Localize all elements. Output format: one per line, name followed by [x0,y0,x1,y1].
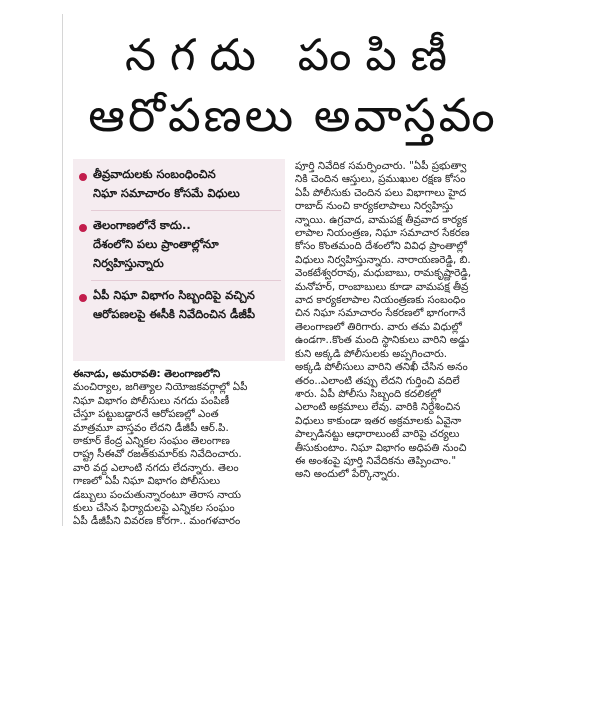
article-line: పూర్తి నివేదిక సమర్పించారు. "ఏపీ ప్రభుత్వా [295,160,467,172]
article-line: కులు చేసిన ఫిర్యాదులపై ఎన్నికల సంఘం [73,502,235,515]
article-line: న్నాయి. ఉగ్రవాద, వామపక్ష తీవ్రవాద కార్యక [295,213,468,226]
headline-line-1: నగదు పంపిణీ [124,30,462,81]
article-line: విధులు కాకుండా ఇతర అక్రమాలకు ఏవైనా [295,414,462,427]
article-line: శారు. ఏపీ పోలీసు సిబ్బంది కదలికల్లో [295,387,441,400]
article-left-column [73,368,289,529]
article-line: చేస్తూ పట్టుబడ్డారనే ఆరోపణల్లో ఎంత [73,408,219,421]
highlight-item [77,165,281,203]
article-line: కోసం కొంతమంది దేశంలోని వివిధ ప్రాంతాల్లో [295,240,467,253]
article-line: మాత్రమూ వాస్తవం లేదని డీజీపీ ఆర్.పి. [73,421,229,434]
article-line: ఏపీ పోలీసుకు చెందిన పలు విభాగాలు హైద [295,186,467,199]
bullet-icon [79,294,87,302]
article-line: అని అందులో పేర్కొన్నారు. [295,468,400,481]
article-line: ఉండగా..కొంత మంది స్థానికులు వారిని అడ్డు [295,334,470,347]
highlight-line: నిర్వహిస్తున్నారు [93,256,164,270]
article-line: నికి చెందిన ఆస్తులు, ప్రముఖుల రక్షణ కోసం [295,173,466,186]
article-line: నిఘా విభాగం పోలీసులు నగదు పంపిణీ [73,394,230,407]
article-line: రాష్ట్ర సీఈవో రజత్‌కుమార్‌కు నివేదించారు. [73,448,242,461]
highlight-divider [91,210,281,211]
highlight-line: తీవ్రవాదులకు సంబంధించిన [93,167,216,181]
highlight-text [93,165,240,203]
article-line: మంచిర్యాల, జగిత్యాల నియోజకవర్గాల్లో ఏపీ [73,381,248,394]
article-line: రాబాద్ నుంచి కార్యకలాపాలు నిర్వహిస్తు [295,200,453,213]
article-dateline-line: ఈనాడు, అమరావతి: తెలంగాణలోని [73,368,221,380]
article-line: ఏపీ డీజీపీని వివరణ కోరగా.. మంగళవారం [73,515,241,528]
highlight-text [93,216,219,273]
article-line: ఠాకూర్ కేంద్ర ఎన్నికల సంఘం తెలంగాణ [73,435,230,448]
article-line: గాణలో ఏపీ నిఘా విభాగం పోలీసులు [73,475,221,488]
highlights-box [73,159,285,361]
article-line: చిన నిఘా సమాచారం సేకరణలో భాగంగానే [295,307,466,320]
highlight-divider [91,280,281,281]
article-line: తరం..ఎలాంటి తప్పు లేదని గుర్తించి వదిలే [295,374,460,387]
highlight-line: తెలంగాణలోనే కాదు.. [93,218,191,232]
article-line: తెలంగాణలో తిరిగారు. వారు తమ విధుల్లో [295,320,462,333]
article-line: వాద కార్యకలాపాల నియంత్రణకు సంబంధిం [295,294,466,307]
highlight-line: ఏపీ నిఘా విభాగం సిబ్బందిపై వచ్చిన [93,288,255,302]
highlight-item [77,286,281,324]
highlight-item [77,216,281,273]
article-line: పాల్పడినట్టు ఆధారాలుంటే వారిపై చర్యలు [295,428,460,441]
newspaper-clipping [62,14,519,526]
article-line: అక్కడి పోలీసులు వారిని తనిఖీ చేసిన అనం [295,361,468,374]
highlight-text [93,286,255,324]
highlight-line: దేశంలోని పలు ప్రాంతాల్లోనూ [93,237,219,251]
article-line: వెంకటేశ్వరరావు, మధుబాబు, రామకృష్ణారెడ్డి, [295,267,472,280]
article-line: కుని అక్కడి పోలీసులకు అప్పగించారు. [295,347,448,360]
article-line: లాపాల నియంత్రణ, నిఘా సమాచార సేకరణ [295,227,470,240]
article-line: వారి వద్ద ఎలాంటి నగదు లేదన్నారు. తెలం [73,461,239,474]
headline-line-2: ఆరోపణలు అవాస్తవం [88,88,498,142]
article-line: తీసుకుంటాం. నిఘా విభాగం అధిపతి నుంచి [295,441,467,454]
article-line: విధులు నిర్వహిస్తున్నారు. నారాయణరెడ్డి, బి. [295,253,471,266]
article-line: ఈ అంశంపై పూర్తి నివేదికను తెప్పించాం." [295,454,457,467]
highlight-line: నిఘా సమాచారం కోసమే విధులు [93,186,240,200]
article-line: డబ్బులు పంచుతున్నారంటూ తెరాస నాయ [73,488,242,501]
highlight-line: ఆరోపణలపై ఈసీకి నివేదించిన డీజీపీ [93,307,256,321]
bullet-icon [79,224,87,232]
article-right-column [295,160,515,482]
article-line: మనోహర్, రాంబాబులు కూడా వామపక్ష తీవ్ర [295,280,469,293]
bullet-icon [79,173,87,181]
article-line: ఎలాంటి అక్రమాలు లేవు. వారికి నిర్దేశించిన [295,401,461,414]
